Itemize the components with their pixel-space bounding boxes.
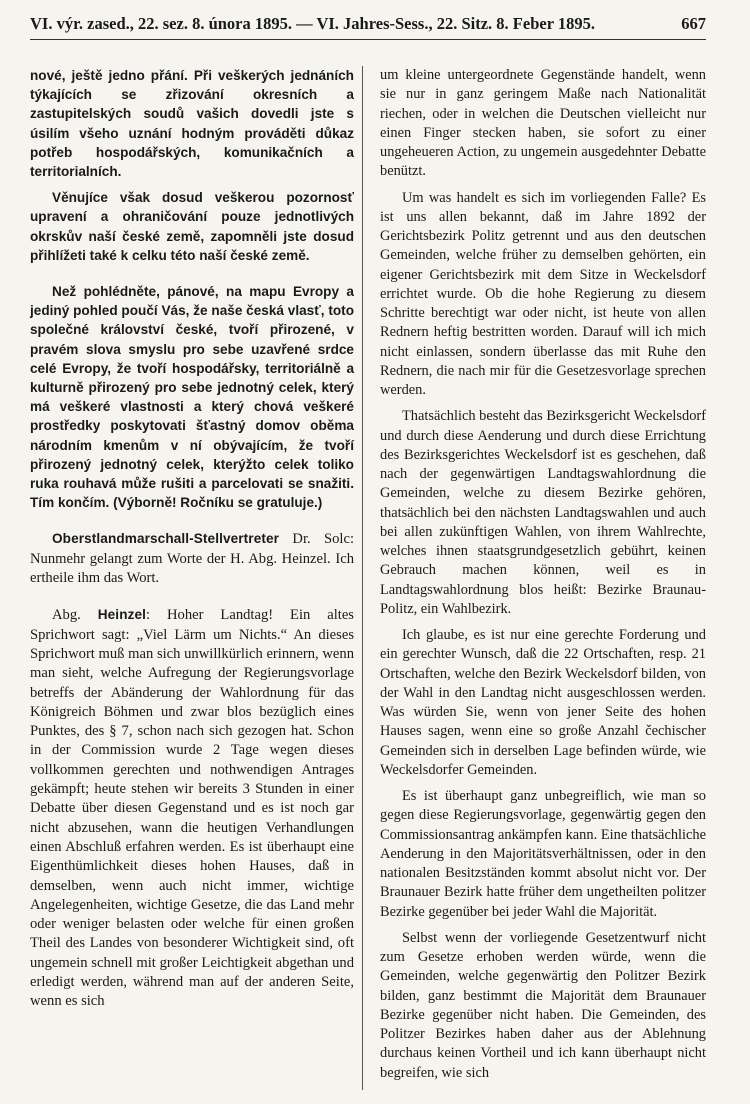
paragraph: Um was handelt es sich im vorliegenden Falle? Es ist uns allen bekannt, daß im Jahre 1892 der Gerichtsbezirk Politz getrennt und aus den deutschen Gemeinden, welche früher zu demselben gehörten, ein eigener Gerichtsbezirk mit dem Sitze in Weckelsdorf errichtet wurde. Ob die hohe Regierung zu diesem Schritte berechtigt war oder nicht, ist heute von allen Rednern heftig bestritten worden. Darauf will ich mich nicht einlassen, sondern überlasse das mit Ruhe den Rednern, die nach mir für die Gesetzesvorlage sprechen werden. <box>380 189 706 398</box>
speaker-name: Oberstlandmarschall-Stellvertreter <box>52 531 280 547</box>
two-column-body <box>30 66 706 1090</box>
left-column <box>30 66 354 1090</box>
speaker-paragraph <box>30 605 354 1011</box>
running-header: VI. výr. zased., 22. sez. 8. února 1895. — VI. Jahres-Sess., 22. Sitz. 8. Feber 1895. <box>30 14 595 33</box>
paragraph: nové, ještě jedno přání. Při veškerých jednáních týkajících se zřizování okresních a zastupitelských soudů vašich dovedli jste s úsilím všeho uznání hodným prováděti důkaz potřeb hospodářských, komunikačních a territorialních. <box>30 68 354 180</box>
speech-text: : Hoher Landtag! Ein altes Sprichwort sagt: „Viel Lärm um Nichts.“ An dieses Sprichwort muß man sich unwillkürlich erinnern, wenn man sieht, welche Aufregung der Regierungsvorlage betreffs der Abänderung der Wahlordnung für das Königreich Böhmen und zwar blos bezüglich eines Punktes, des § 7, schon nach sich gezogen hat. Schon in der Commission wurde 2 Tage wegen dieses vollkommen gerechten und nothwendigen Antrages gekämpft; heute stehen wir bereits 3 Stunden in einer Debatte über diesen Gegenstand und es ist noch gar nicht abzusehen, wann die heutigen Verhandlungen einen Abschluß erfahren werden. Es ist überhaupt eine Eigenthümlichkeit dieses hohen Hauses, daß in demselben, wenn auch nicht immer, wichtige Angelegenheiten, wichtige Gesetze, die das Land mehr oder weniger belasten oder welche für einen großen Theil des Landes von besonderer Wichtigkeit sind, oft ungemein schnell mit großer Leichtigkeit abgethan und erledigt werden, während man auf der anderen Seite, wenn es sich <box>30 607 354 1010</box>
paragraph: Věnujíce však dosud veškerou pozornosť upravení a ohraničování pouze jednotlivých okrskův naší české země, zapomněli jste dosud přihlížeti také k celku této naší české země. <box>30 190 354 263</box>
spacer <box>30 519 354 529</box>
paragraph: Než pohlédněte, pánové, na mapu Evropy a jediný pohled poučí Vás, že naše česká vlasť, toto společné království české, tvoří přirozené, v pravém slova smyslu pro sebe uzavřené srdce celé Evropy, že tvoří hospodářsky, territoriálně a kulturně přirozený pro sebe jednotný celek, který má veškeré vlastnosti a který chová veškeré prostředky poskytovati šťastný domov oběma národním kmenům v ní obývajícím, že tvoří přirozený jednotný celek, kterýžto celek toliko ruka rouhavá může rušiti a parcelovati se snažiti. Tím končím. (Výborně! Ročníku se gratuluje.) <box>30 284 354 511</box>
paragraph: Ich glaube, es ist nur eine gerechte Forderung und ein gerechter Wunsch, daß die 22 Ortschaften, resp. 21 Ortschaften, welche den Bezirk Weckelsdorf bilden, von der Wahl in den Landtag nicht ausgeschlossen werden. Was würden Sie, wenn von jener Seite des hohen Hauses sagen, wenn eine so große Anzahl čechischer Gemeinden sich in derselben Lage befinden würde, wie Weckelsdorfer Gemeinden. <box>380 627 706 778</box>
speaker-prefix: Abg. <box>52 607 81 624</box>
right-column <box>380 66 706 1090</box>
paragraph: Thatsächlich besteht das Bezirksgericht Weckelsdorf und durch diese Aenderung und durch diese Errichtung des Bezirksgerichtes Weckelsdorf ist es geschehen, daß nach der gegenwärtigen Landtagswahlordnung die Gemeinden, welche zu diesem Bezirke gehören, thatsächlich bei den nächsten Landtagswahlen und auch bei allen zukünftigen Wahlen, von ihrem Wahlrechte, welches ihnen staatsgrundgesetzlich gebührt, keinen Gebrauch machen können, weil es in Landtagswahlordnung blos heißt: Bezirke Braunau-Politz, ein Wahlbezirk. <box>380 408 706 617</box>
paragraph: Es ist überhaupt ganz unbegreiflich, wie man so gegen diese Regierungsvorlage, gegenwärtig gegen den Commissionsantrag ankämpfen kann. Eine thatsächliche Aenderung in den Majoritätsverhältnissen, oder in den nationalen Besitzständen kommt absolut nicht vor. Der Braunauer Bezirk hatte früher dem ungetheilten politzer Bezirke gegenüber bei jeder Wahl die Majorität. <box>380 788 706 920</box>
paragraph: Selbst wenn der vorliegende Gesetzentwurf nicht zum Gesetze erhoben werden würde, wenn die Gemeinden, welche gegenwärtig den Politzer Bezirk bilden, ganz bestimmt die Majorität dem Braunauer Bezirke gegenüber nicht haben. Die Gemeinden, des Politzer Bezirkes haben daher aus der Ablehnung durchaus keinen Vortheil und ich kann überhaupt nicht begreifen, wie sich <box>380 929 706 1081</box>
page-number: 667 <box>681 14 706 33</box>
paragraph: um kleine untergeordnete Gegenstände handelt, wenn sie nur in ganz geringem Maße nach Nationalität riechen, oder in welchen die Deutschen vielleicht nur einen Finger stecken haben, sie sofort zu einer ungeheueren Action, zu ungemein ausgedehnter Debatte benützt. <box>380 67 706 180</box>
speaker-paragraph <box>30 529 354 588</box>
speaker-name: Heinzel <box>97 607 147 623</box>
spacer <box>30 595 354 605</box>
spacer <box>30 272 354 282</box>
page-header <box>30 14 706 40</box>
column-divider <box>362 66 363 1090</box>
speech-text: Dr. Solc: Nunmehr gelangt zum Worte der H. Abg. Heinzel. Ich ertheile ihm das Wort. <box>30 531 354 587</box>
